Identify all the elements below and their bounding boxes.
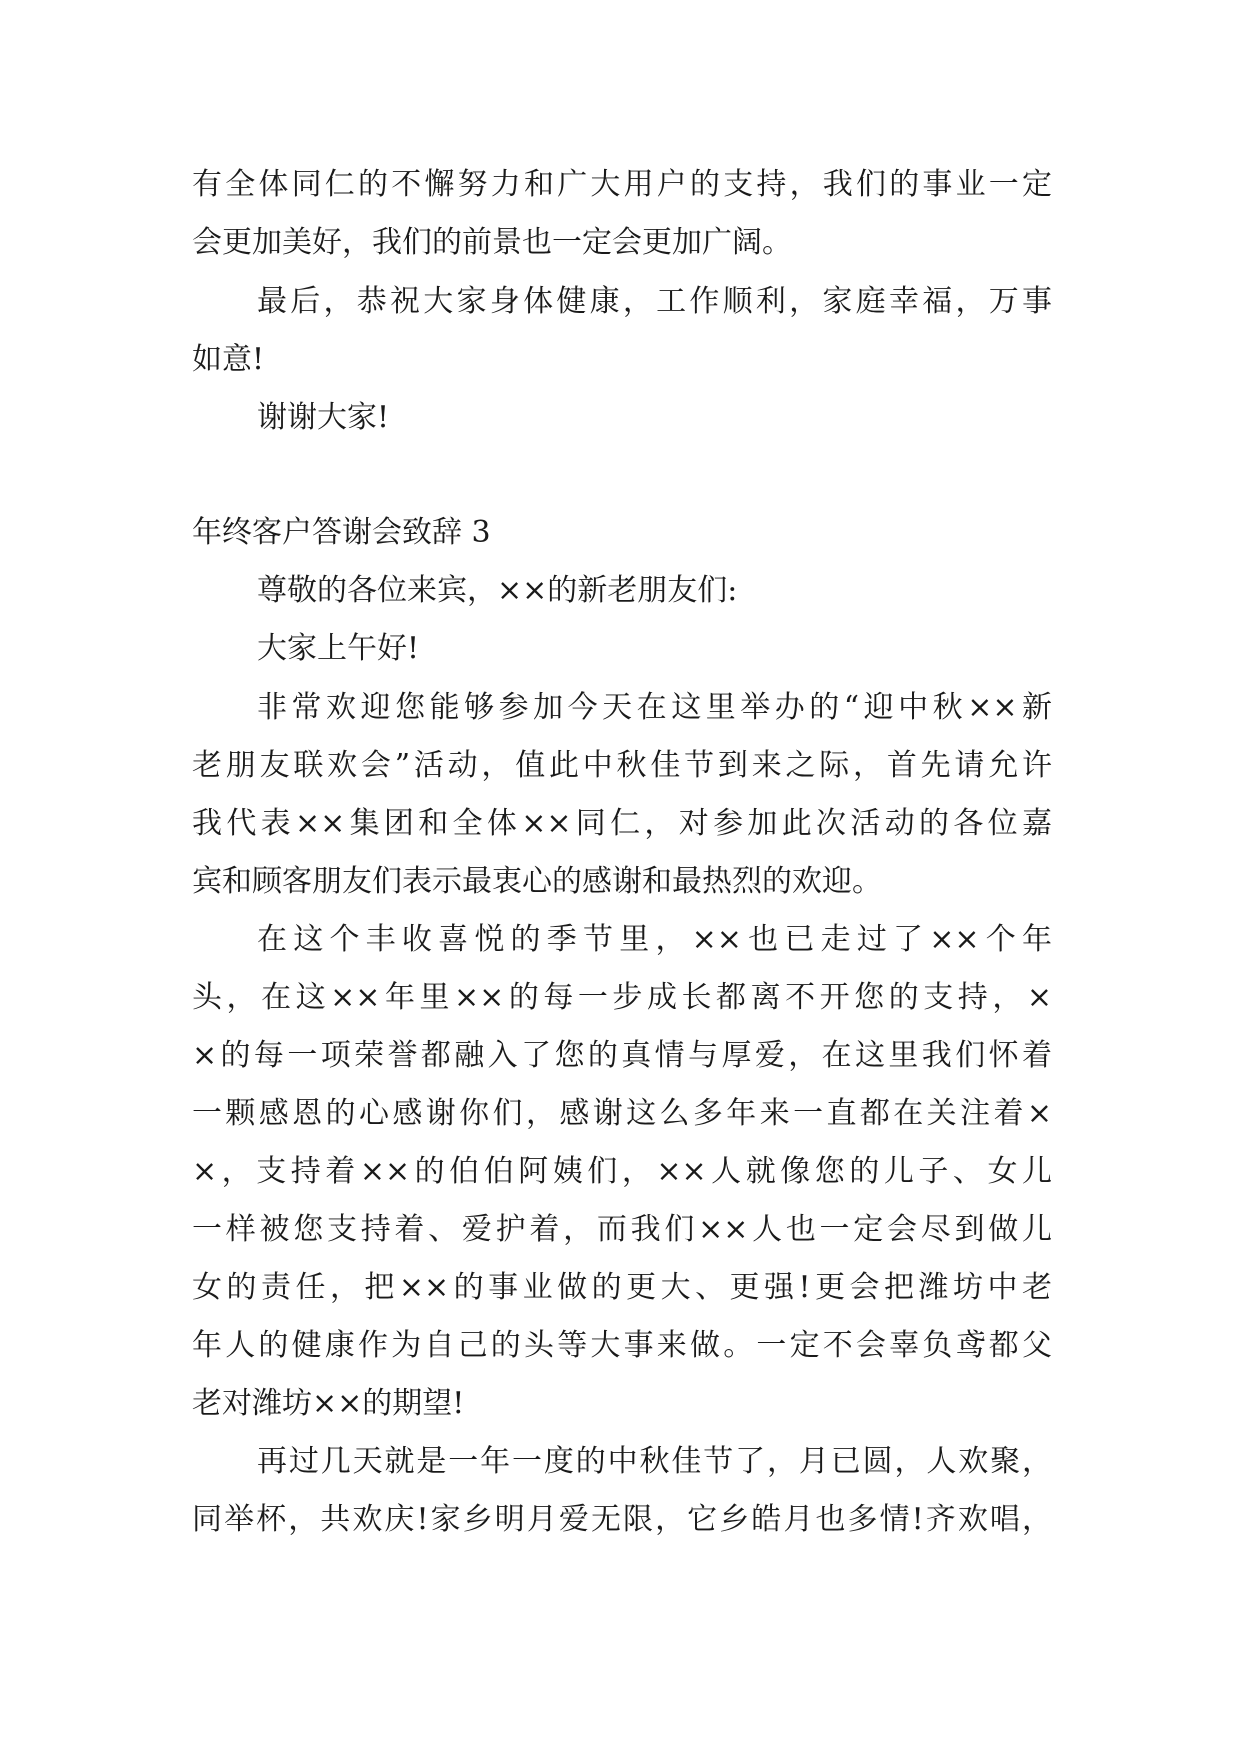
body-line: 一样被您支持着、爱护着，而我们××人也一定会尽到做儿: [192, 1212, 1052, 1247]
salutation-line: 尊敬的各位来宾，××的新老朋友们:: [257, 573, 738, 608]
body-line: ×的每一项荣誉都融入了您的真情与厚爱，在这里我们怀着: [192, 1038, 1052, 1073]
body-line: 一颗感恩的心感谢你们，感谢这么多年来一直都在关注着×: [192, 1096, 1052, 1131]
body-line: ×，支持着××的伯伯阿姨们，××人就像您的儿子、女儿: [192, 1154, 1052, 1189]
body-line: 女的责任，把××的事业做的更大、更强!更会把潍坊中老: [192, 1270, 1052, 1305]
body-line: 宾和顾客朋友们表示最衷心的感谢和最热烈的欢迎。: [192, 864, 882, 899]
section-heading: 年终客户答谢会致辞 3: [192, 515, 491, 550]
body-line: 有全体同仁的不懈努力和广大用户的支持，我们的事业一定: [192, 167, 1052, 202]
body-line: 如意!: [192, 342, 265, 377]
body-line: 同举杯，共欢庆!家乡明月爱无限，它乡皓月也多情!齐欢唱，: [192, 1502, 1052, 1537]
body-line: 非常欢迎您能够参加今天在这里举办的“迎中秋××新: [257, 690, 1052, 725]
body-line: 老对潍坊××的期望!: [192, 1386, 465, 1421]
body-line: 头，在这××年里××的每一步成长都离不开您的支持，×: [192, 980, 1052, 1015]
body-line: 谢谢大家!: [257, 400, 390, 435]
body-line: 最后，恭祝大家身体健康，工作顺利，家庭幸福，万事: [257, 284, 1052, 319]
body-line: 年人的健康作为自己的头等大事来做。一定不会辜负鸢都父: [192, 1328, 1052, 1363]
greeting-line: 大家上午好!: [257, 631, 420, 666]
body-line: 再过几天就是一年一度的中秋佳节了，月已圆，人欢聚，: [257, 1444, 1052, 1479]
body-line: 老朋友联欢会”活动，值此中秋佳节到来之际，首先请允许: [192, 748, 1052, 783]
body-line: 在这个丰收喜悦的季节里，××也已走过了××个年: [257, 922, 1052, 957]
body-line: 我代表××集团和全体××同仁，对参加此次活动的各位嘉: [192, 806, 1052, 841]
body-line: 会更加美好，我们的前景也一定会更加广阔。: [192, 225, 792, 260]
